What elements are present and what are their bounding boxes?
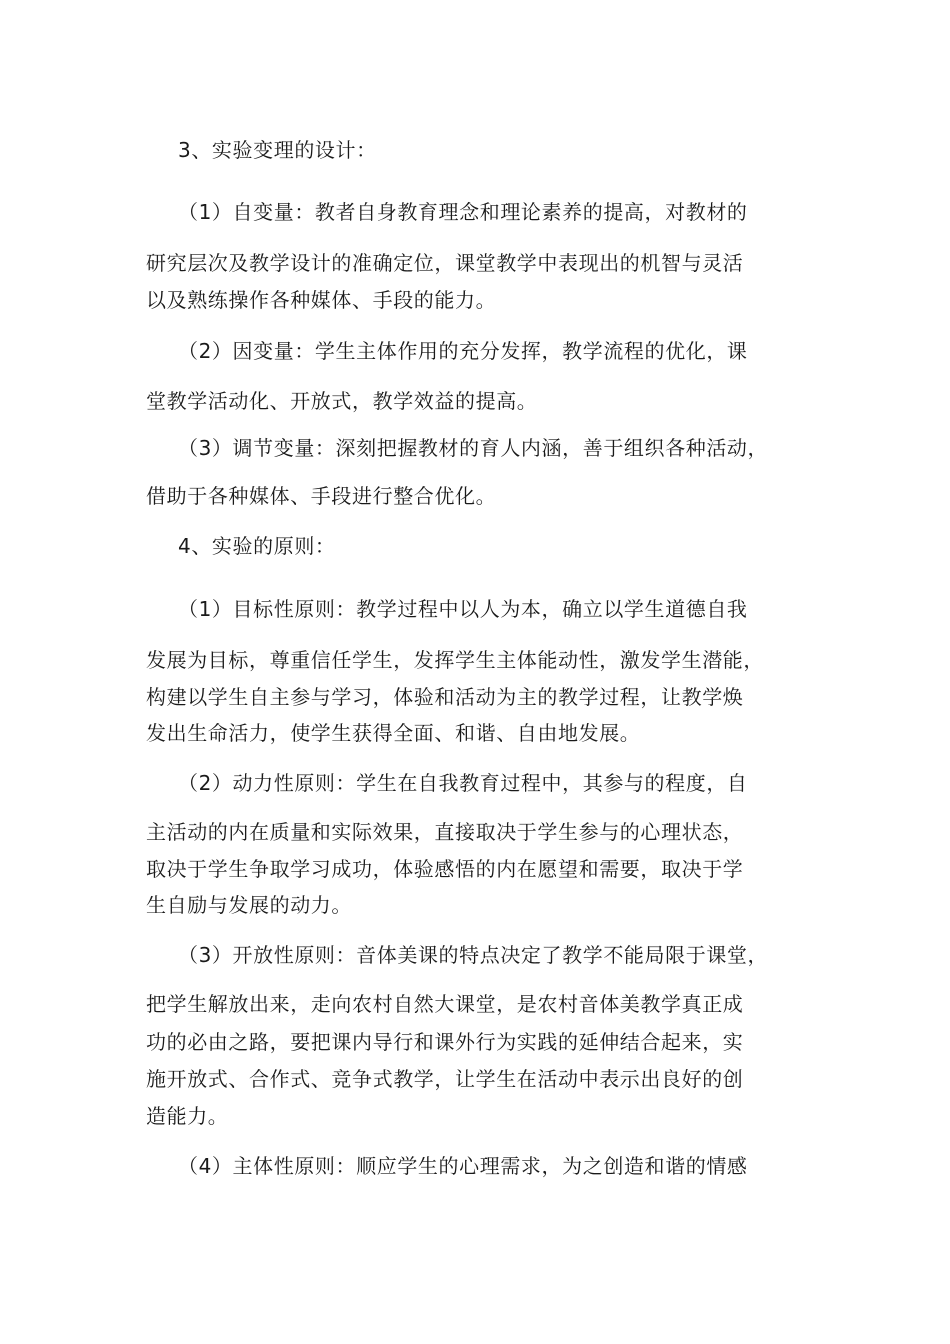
paragraph-line: 发展为目标，尊重信任学生，发挥学生主体能动性，激发学生潜能， [146, 648, 764, 672]
section-heading: 4、实验的原则： [178, 534, 336, 558]
paragraph-line: 研究层次及教学设计的准确定位，课堂教学中表现出的机智与灵活 [146, 251, 744, 275]
paragraph-line: 造能力。 [146, 1104, 229, 1128]
paragraph-line: 把学生解放出来，走向农村自然大课堂，是农村音体美教学真正成 [146, 992, 744, 1016]
paragraph-line: （4）主体性原则：顺应学生的心理需求，为之创造和谐的情感 [178, 1154, 748, 1178]
paragraph-line: 功的必由之路，要把课内导行和课外行为实践的延伸结合起来，实 [146, 1030, 744, 1054]
paragraph-line: （3）调节变量：深刻把握教材的育人内涵，善于组织各种活动， [178, 436, 769, 460]
paragraph-line: 主活动的内在质量和实际效果，直接取决于学生参与的心理状态， [146, 820, 744, 844]
paragraph-line: 施开放式、合作式、竞争式教学，让学生在活动中表示出良好的创 [146, 1067, 744, 1091]
paragraph-line: （2）因变量：学生主体作用的充分发挥，教学流程的优化，课 [178, 339, 748, 363]
paragraph-line: 构建以学生自主参与学习，体验和活动为主的教学过程，让教学焕 [146, 685, 744, 709]
paragraph-line: 生自励与发展的动力。 [146, 893, 352, 917]
paragraph-line: 取决于学生争取学习成功，体验感悟的内在愿望和需要，取决于学 [146, 857, 744, 881]
paragraph-line: （1）目标性原则：教学过程中以人为本，确立以学生道德自我 [178, 597, 748, 621]
paragraph-line: 借助于各种媒体、手段进行整合优化。 [146, 484, 497, 508]
paragraph-line: （3）开放性原则：音体美课的特点决定了教学不能局限于课堂， [178, 943, 769, 967]
paragraph-line: 以及熟练操作各种媒体、手段的能力。 [146, 288, 497, 312]
section-heading: 3、实验变理的设计： [178, 138, 377, 162]
paragraph-line: 发出生命活力，使学生获得全面、和谐、自由地发展。 [146, 721, 641, 745]
paragraph-line: 堂教学活动化、开放式，教学效益的提高。 [146, 389, 538, 413]
paragraph-line: （1）自变量：教者自身教育理念和理论素养的提高，对教材的 [178, 200, 748, 224]
paragraph-line: （2）动力性原则：学生在自我教育过程中，其参与的程度，自 [178, 771, 748, 795]
